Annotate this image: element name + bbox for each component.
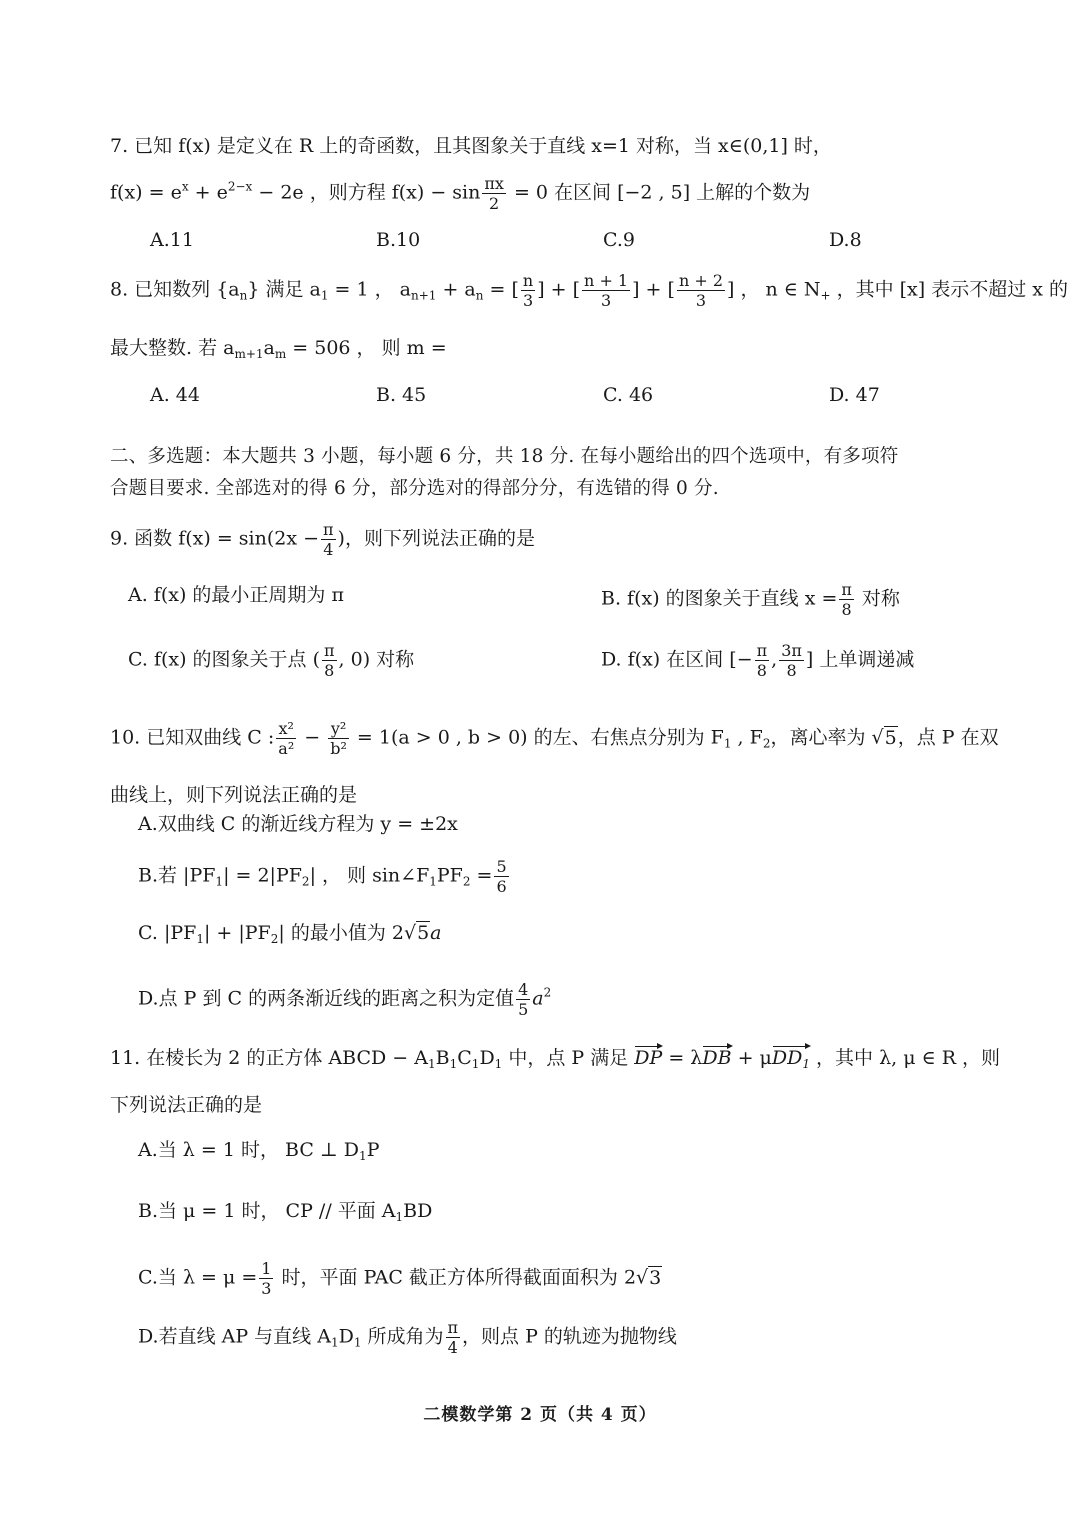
q8-option-a: A. 44 (150, 384, 200, 406)
q8-option-d: D. 47 (829, 384, 880, 406)
q7-stem-line1: 7. 已知 f(x) 是定义在 R 上的奇函数，且其图象关于直线 x=1 对称，当 x∈(0,1] 时， (110, 135, 832, 157)
fraction: $\frac{1}{3}$ (261, 1259, 272, 1298)
fraction: $\frac{\text{y²}}{\text{b²}}$ (330, 719, 347, 758)
fraction: $\frac{\pi}{8}$ (841, 580, 852, 619)
fraction: $\frac{5}{6}$ (496, 857, 507, 896)
q9-stem: 9. 函数 f(x) = sin(2x − $\frac{\pi}{4}$ )，则下列说法正确的是 (110, 520, 535, 559)
q7-stem-line2: $f(x) = e^x + e^{2-x} - 2e$ ，则方程 f(x) − sin $\frac{\pi x}{2}$ = 0 在区间 [−2 , 5] 上解的个数为 (110, 174, 811, 213)
fraction: $\frac{\pi}{8}$ (756, 641, 768, 680)
q9-option-c: C. f(x) 的图象关于点 ( $\frac{\pi}{8}$ , 0) 对称 (128, 641, 415, 680)
q11-option-b: B.当 μ = 1 时， CP // 平面 $A_1BD$ (138, 1200, 433, 1224)
q11-option-c: C.当 λ = μ = $\frac{1}{3}$ 时，平面 PAC 截正方体所得截面面积为 2√3 (138, 1259, 662, 1298)
q9-option-a: A. f(x) 的最小正周期为 π (128, 584, 344, 606)
page-footer: 二模数学第 2 页（共 4 页） (423, 1405, 657, 1425)
q7-option-c: C.9 (603, 229, 635, 251)
section2-heading-line1: 二、多选题：本大题共 3 小题，每小题 6 分，共 18 分. 在每小题给出的四个选项中，有多项符 (110, 446, 899, 467)
vector-dp: DP (634, 1043, 662, 1073)
fraction: $\frac{3\pi}{8}$ (781, 641, 802, 680)
q8-stem-line1: 8. 已知数列 $\{a_n\}$ 满足 $a_1 = 1$ ， $a_{n+1} + a_n$ = [ $\frac{n}{3}$ ] + [ $\frac{n + 1}{3}$ ] + [ $\frac{n + 2}{3}$ ] ， n ∈ $N_+$ ，其中 [x] 表示不超过 x 的 (110, 271, 1069, 310)
q11-option-d: D.若直线 AP 与直线 $A_1D_1$ 所成角为 $\frac{\pi}{4}$ ，则点 P 的轨迹为抛物线 (138, 1318, 677, 1357)
q10-option-c: C. $|PF_1| + |PF_2|$ 的最小值为 2√5a (138, 922, 442, 946)
fraction: $\frac{\pi x}{2}$ (484, 174, 504, 213)
q10-stem-line1: 10. 已知双曲线 C : $\frac{\text{x²}}{\text{a²}}$ − $\frac{\text{y²}}{\text{b²}}$ = 1(a > 0 , b > 0) 的左、右焦点分别为 $F_1$ , $F_2$，离心率为 √5，点 P 在双 (110, 719, 999, 758)
q8-option-c: C. 46 (603, 384, 654, 406)
fraction: $\frac{n + 1}{3}$ (584, 271, 629, 310)
fraction: $\frac{\pi}{8}$ (324, 641, 335, 680)
vector-dd1: $DD_1$ (772, 1043, 810, 1073)
q11-stem-line1: 11. 在棱长为 2 的正方体 ABCD − $A_1B_1C_1D_1$ 中，点 P 满足 DP = λDB + μDD$_1$ ，其中 λ, μ ∈ R ，则 (110, 1043, 980, 1073)
q11-stem-line2: 下列说法正确的是 (110, 1094, 263, 1116)
fraction: $\frac{\text{x²}}{\text{a²}}$ (278, 719, 295, 758)
q8-stem-line2: 最大整数. 若 $a_{m+1}a_m = 506$ ， 则 m = (110, 337, 447, 361)
q7-option-b: B.10 (376, 229, 421, 251)
fraction: $\frac{n}{3}$ (522, 271, 534, 310)
q9-option-d: D. f(x) 在区间 [− $\frac{\pi}{8}$ , $\frac{3\pi}{8}$ ] 上单调递减 (601, 641, 915, 680)
q7-option-d: D.8 (829, 229, 862, 251)
section2-heading-line2: 合题目要求. 全部选对的得 6 分，部分选对的得部分分，有选错的得 0 分. (110, 478, 719, 499)
fraction: $\frac{4}{5}$ (518, 980, 529, 1019)
fraction: $\frac{\pi}{4}$ (447, 1318, 459, 1357)
q10-option-b: B.若 $|PF_1| = 2|PF_2|$ ， 则 $\sin\angle F_1PF_2$ = $\frac{5}{6}$ (138, 857, 507, 896)
q7-option-a: A.11 (150, 229, 194, 251)
q8-option-b: B. 45 (376, 384, 427, 406)
q9-option-b: B. f(x) 的图象关于直线 x = $\frac{\pi}{8}$ 对称 (601, 580, 900, 619)
fraction: $\frac{n + 2}{3}$ (678, 271, 723, 310)
fraction: $\frac{\pi}{4}$ (323, 520, 334, 559)
q10-option-d: D.点 P 到 C 的两条渐近线的距离之积为定值 $\frac{4}{5}$ $a^2$ (138, 980, 552, 1019)
q11-option-a: A.当 λ = 1 时， BC ⊥ $D_1P$ (138, 1139, 380, 1163)
q10-option-a: A.双曲线 C 的渐近线方程为 y = ±2x (138, 813, 458, 835)
vector-db: DB (702, 1043, 731, 1073)
q10-stem-line2: 曲线上，则下列说法正确的是 (110, 784, 358, 806)
